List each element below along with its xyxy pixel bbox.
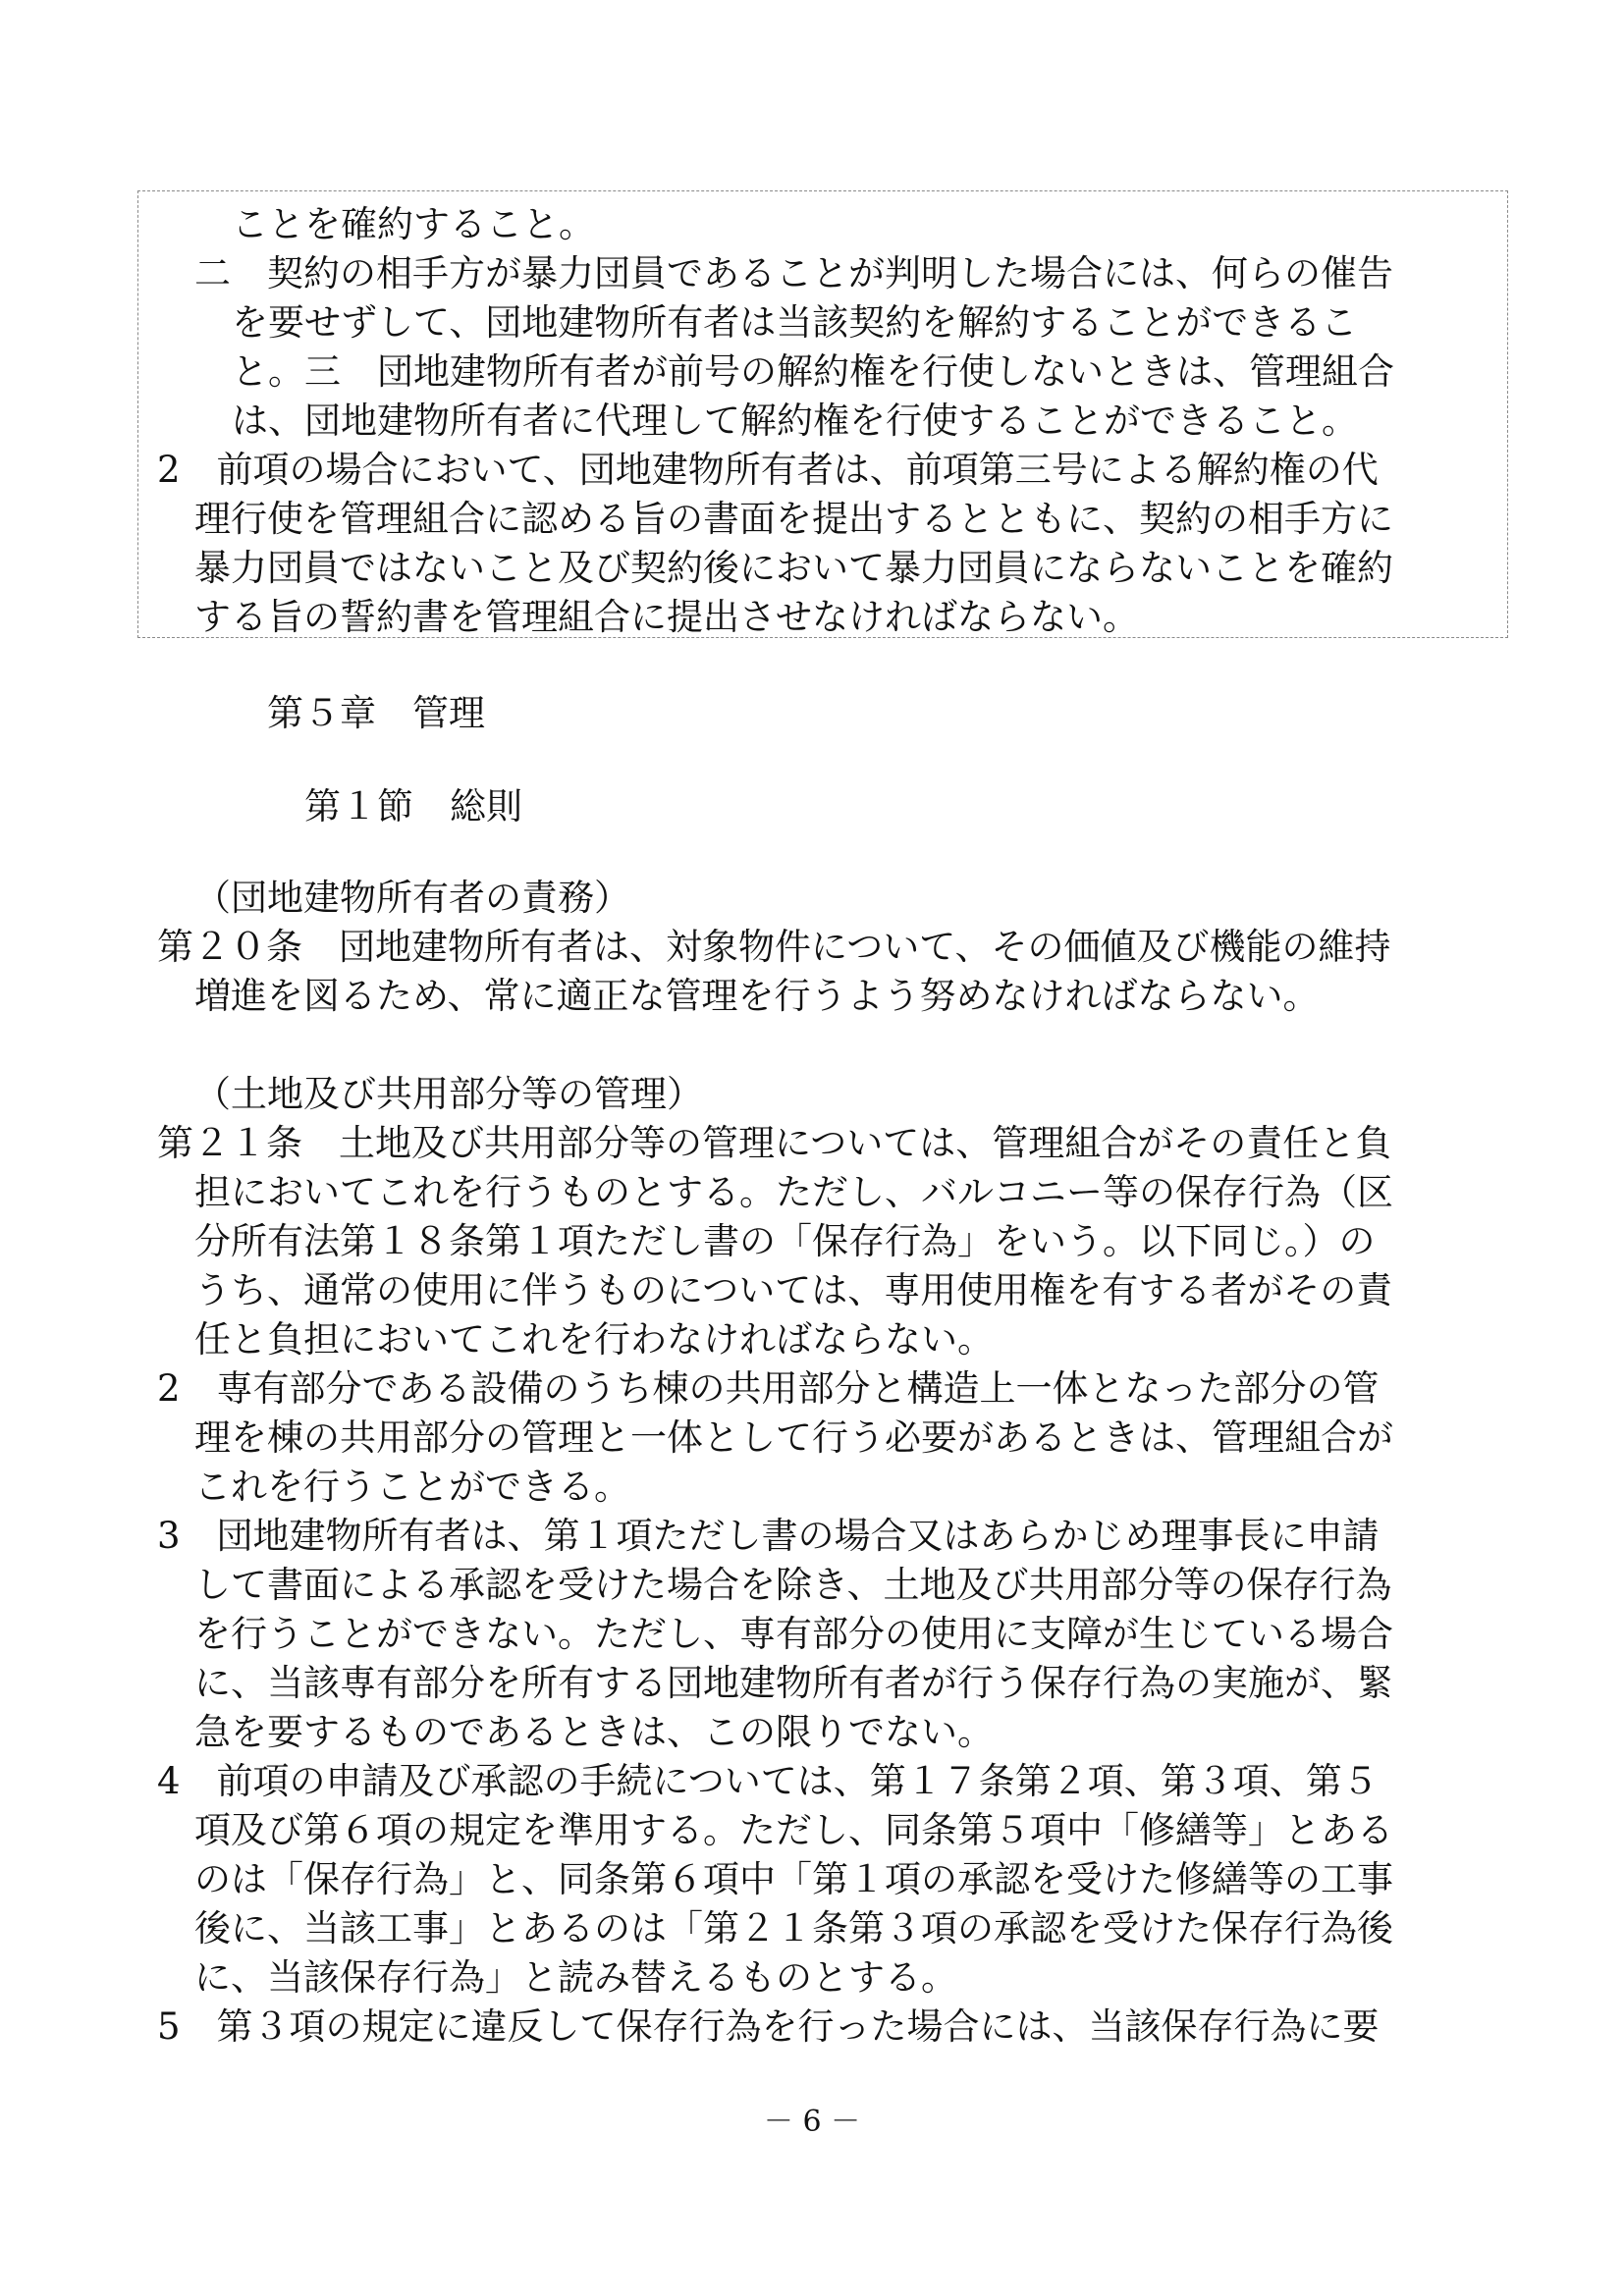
box-line-1: ことを確約すること。 xyxy=(232,203,595,245)
article-21-line-2: 担においてこれを行うものとする。ただし、バルコニー等の保存行為（区 xyxy=(194,1171,1393,1213)
article-21-line-8: これを行うことができる。 xyxy=(194,1466,630,1508)
box-line-5: は、団地建物所有者に代理して解約権を行使することができること。 xyxy=(232,400,1358,442)
article-21-line-12: に、当該専有部分を所有する団地建物所有者が行う保存行為の実施が、緊 xyxy=(194,1662,1393,1704)
article-21-line-19: 5 第３項の規定に違反して保存行為を行った場合には、当該保存行為に要 xyxy=(157,2005,1380,2048)
article-20-line-1: 第２０条 団地建物所有者は、対象物件について、その価値及び機能の維持 xyxy=(157,926,1391,968)
box-line-2: 二 契約の相手方が暴力団員であることが判明した場合には、何らの催告 xyxy=(194,252,1393,294)
article-21-line-5: 任と負担においてこれを行わなければならない。 xyxy=(194,1318,994,1361)
box-line-6: 2 前項の場合において、団地建物所有者は、前項第三号による解約権の代 xyxy=(157,449,1379,491)
article-21-line-14: 4 前項の申請及び承認の手続については、第１７条第２項、第３項、第５ xyxy=(157,1760,1379,1802)
box-line-3: を要せずして、団地建物所有者は当該契約を解約することができるこ xyxy=(232,301,1358,344)
article-21-line-10: して書面による承認を受けた場合を除き、土地及び共用部分等の保存行為 xyxy=(194,1564,1392,1606)
article-21-line-18: に、当該保存行為」と読み替えるものとする。 xyxy=(194,1956,957,1999)
article-21-line-13: 急を要するものであるときは、この限りでない。 xyxy=(194,1711,994,1753)
article-21-line-1: 第２１条 土地及び共用部分等の管理については、管理組合がその責任と負 xyxy=(157,1122,1392,1164)
article-21-line-6: 2 専有部分である設備のうち棟の共用部分と構造上一体となった部分の管 xyxy=(157,1367,1380,1410)
box-line-8: 暴力団員ではないこと及び契約後において暴力団員にならないことを確約 xyxy=(194,547,1393,589)
article-21-line-16: のは「保存行為」と、同条第６項中「第１項の承認を受けた修繕等の工事 xyxy=(194,1858,1393,1900)
box-line-4: と。三 団地建物所有者が前号の解約権を行使しないときは、管理組合 xyxy=(232,350,1394,393)
article-21-line-7: 理を棟の共用部分の管理と一体として行う必要があるときは、管理組合が xyxy=(194,1416,1393,1459)
section-heading: 第１節 総則 xyxy=(304,785,522,828)
box-line-7: 理行使を管理組合に認める旨の書面を提出するとともに、契約の相手方に xyxy=(194,498,1393,540)
article-20-caption: （団地建物所有者の責務） xyxy=(194,877,630,919)
box-line-9: する旨の誓約書を管理組合に提出させなければならない。 xyxy=(194,596,1139,638)
article-21-line-15: 項及び第６項の規定を準用する。ただし、同条第５項中「修繕等」とある xyxy=(194,1809,1393,1851)
chapter-heading: 第５章 管理 xyxy=(267,692,485,734)
article-20-line-2: 増進を図るため、常に適正な管理を行うよう努めなければならない。 xyxy=(194,975,1320,1017)
article-21-line-17: 後に、当該工事」とあるのは「第２１条第３項の承認を受けた保存行為後 xyxy=(194,1907,1393,1949)
article-21-line-4: うち、通常の使用に伴うものについては、専用使用権を有する者がその責 xyxy=(194,1269,1393,1311)
page-number: － 6 － xyxy=(763,2105,861,2139)
article-21-line-9: 3 団地建物所有者は、第１項ただし書の場合又はあらかじめ理事長に申請 xyxy=(157,1515,1380,1557)
article-21-caption: （土地及び共用部分等の管理） xyxy=(194,1073,703,1115)
article-21-line-11: を行うことができない。ただし、専有部分の使用に支障が生じている場合 xyxy=(194,1613,1393,1655)
article-21-line-3: 分所有法第１８条第１項ただし書の「保存行為」をいう。以下同じ。）の xyxy=(194,1220,1376,1262)
